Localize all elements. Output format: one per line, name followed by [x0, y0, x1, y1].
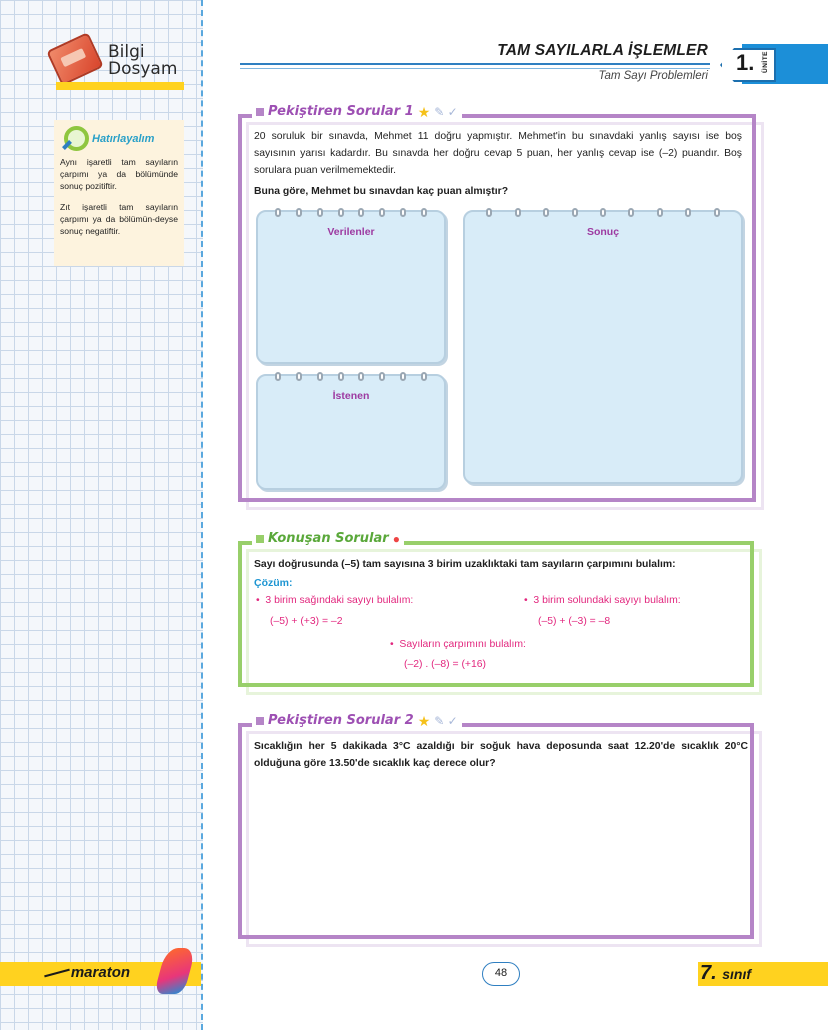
maraton-brand: maraton: [70, 964, 131, 981]
label-square-icon: [256, 717, 264, 725]
bilgi-underline: [56, 82, 184, 90]
book-icon: [46, 32, 104, 86]
apple-icon: ●: [392, 531, 400, 546]
star-icon: ★: [417, 712, 431, 729]
bilgi-dosyam-logo: [48, 36, 188, 96]
pencil-icon: ✎ ✓: [434, 104, 458, 119]
unit-word: ÜNİTE: [762, 51, 769, 73]
header-rule: [240, 63, 710, 65]
spiral-rings: [258, 372, 444, 381]
verilenler-card: [256, 210, 446, 364]
solution-step: • 3 birim sağındaki sayıyı bulalım:: [256, 595, 414, 606]
pekistiren-sorular-2-label: Pekiştiren Sorular 2 ★ ✎ ✓: [252, 713, 462, 728]
unit-number: 1.: [736, 50, 755, 75]
istenen-card: [256, 374, 446, 490]
solution-equation: (–2) . (–8) = (+16): [404, 659, 487, 670]
question-prompt: Sıcaklığın her 5 dakikada 3°C azaldığı bir soğuk hava deposunda saat 12.20'de sıcaklık 20°C olduğuna göre 13.50'de sıcaklık kaç derece olur?: [254, 741, 748, 769]
solution-step: • 3 birim solundaki sayıyı bulalım:: [524, 595, 681, 606]
label-square-icon: [256, 108, 264, 116]
card-title: Verilenler: [327, 226, 375, 238]
solution-label: Çözüm:: [254, 577, 293, 589]
spiral-rings: [465, 208, 741, 217]
spiral-rings: [258, 208, 444, 217]
chapter-title: TAM SAYILARLA İŞLEMLER: [497, 42, 708, 59]
magnifier-icon: [62, 126, 88, 152]
question-prompt: Buna göre, Mehmet bu sınavdan kaç puan almıştır?: [254, 186, 509, 197]
question-text: 20 soruluk bir sınavda, Mehmet 11 doğru yapmıştır. Mehmet'in bu sınavdaki yanlış sayısı ise boş sayısının yarısı kadardır. Bu sınavda her doğru cevap 5 puan, her yanlış cevap ise (–2) puandır. Boş sorulara puan verilmemektedir.: [254, 131, 742, 176]
hatirlayalim-note: [54, 120, 184, 266]
sonuc-card: [463, 210, 743, 484]
card-title: İstenen: [332, 390, 370, 402]
solution-equation: (–5) + (+3) = –2: [270, 616, 343, 627]
header-rule-thin: [240, 68, 710, 69]
label-square-icon: [256, 535, 264, 543]
hatirlayalim-title: Hatırlayalım: [92, 133, 155, 145]
question-prompt: Sayı doğrusunda (–5) tam sayısına 3 birim uzaklıktaki tam sayıların çarpımını bulalım:: [254, 559, 676, 570]
star-icon: ★: [417, 103, 431, 120]
card-title: Sonuç: [586, 226, 620, 238]
solution-equation: (–5) + (–3) = –8: [538, 616, 611, 627]
grade-label: 7. sınıf: [700, 962, 752, 984]
unit-badge: [712, 44, 828, 84]
pekistiren-sorular-1-label: Pekiştiren Sorular 1 ★ ✎ ✓: [252, 104, 462, 119]
solution-step: • Sayıların çarpımını bulalım:: [390, 639, 526, 650]
note-paragraph: Aynı işaretli tam sayıların çarpımı ya da bölümünde sonuç pozitiftir.: [60, 157, 178, 191]
bilgi-dosyam-title: Bilgi Dosyam: [108, 42, 178, 79]
konusan-sorular-label: Konuşan Sorular ●: [252, 531, 404, 546]
section-subtitle: Tam Sayı Problemleri: [598, 70, 708, 82]
page-number: 48: [482, 962, 520, 986]
pencil-icon: ✎ ✓: [434, 713, 458, 728]
note-paragraph: Zıt işaretli tam sayıların çarpımı ya da bölümün-deyse sonuç negatiftir.: [60, 202, 178, 236]
